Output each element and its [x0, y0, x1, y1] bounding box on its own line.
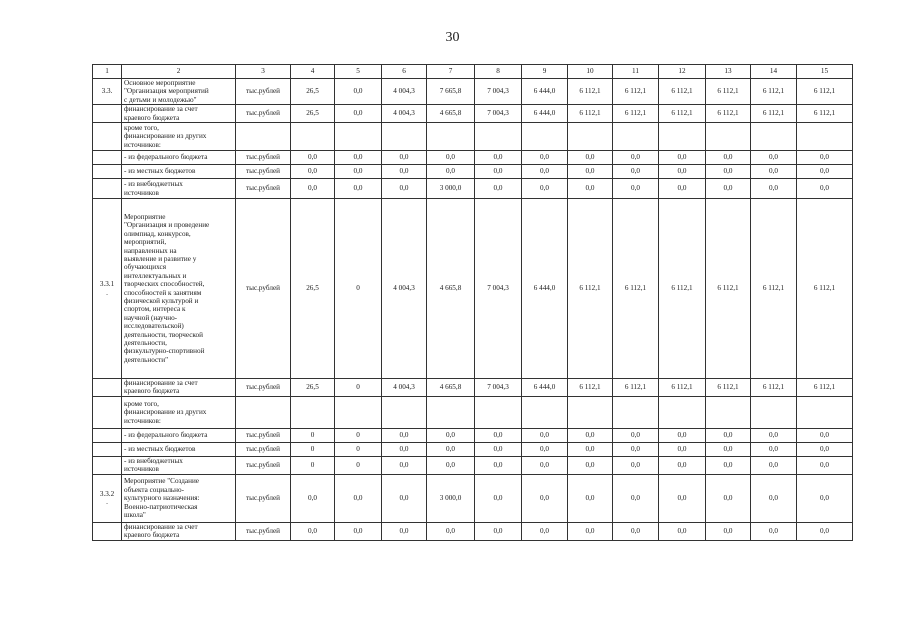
value-cell: 6 112,1 — [751, 105, 797, 123]
value-cell: 6 112,1 — [659, 199, 706, 379]
value-cell: 0,0 — [751, 179, 797, 199]
value-cell: 0,0 — [475, 428, 522, 442]
value-cell: 0,0 — [475, 456, 522, 474]
value-cell: 6 444,0 — [522, 379, 568, 397]
column-header-10: 10 — [568, 65, 613, 79]
table-row — [93, 199, 853, 379]
table-row — [93, 428, 853, 442]
value-cell — [751, 396, 797, 428]
value-cell — [335, 123, 382, 151]
value-cell: 7 004,3 — [475, 379, 522, 397]
value-cell: 0,0 — [427, 456, 475, 474]
column-header-5: 5 — [335, 65, 382, 79]
value-cell: 0,0 — [706, 442, 751, 456]
item-number-cell — [93, 396, 122, 428]
value-cell: 0,0 — [382, 442, 427, 456]
value-cell: 0,0 — [706, 151, 751, 165]
table-row — [93, 474, 853, 522]
value-cell: 0,0 — [659, 179, 706, 199]
value-cell: 0,0 — [797, 428, 853, 442]
item-name-cell: - из местных бюджетов — [122, 165, 236, 179]
item-name-cell: - из федерального бюджета — [122, 428, 236, 442]
value-cell: 0 — [291, 442, 335, 456]
value-cell — [797, 396, 853, 428]
item-name-cell: - из внебюджетных источников — [122, 179, 236, 199]
value-cell: 7 665,8 — [427, 79, 475, 105]
value-cell: 26,5 — [291, 199, 335, 379]
value-cell: 0,0 — [475, 522, 522, 540]
unit-cell: тыс.рублей — [236, 105, 291, 123]
item-number-cell — [93, 522, 122, 540]
value-cell: 4 665,8 — [427, 379, 475, 397]
item-name-cell: Мероприятие "Организация и проведение олимпиад, конкурсов, мероприятий, направленных на выявление и развитие у обучающихся интеллектуальных и творческих способностей, способностей к занятиям физической культурой и спортом, интереса к научной (научно- исследовательской) деятельности, творческой деятельности, физкультурно-спортивной деятельности" — [122, 199, 236, 379]
value-cell: 6 444,0 — [522, 199, 568, 379]
table-row — [93, 179, 853, 199]
value-cell: 0,0 — [427, 442, 475, 456]
unit-cell: тыс.рублей — [236, 428, 291, 442]
value-cell: 0,0 — [568, 428, 613, 442]
value-cell: 0,0 — [522, 474, 568, 522]
value-cell: 6 444,0 — [522, 79, 568, 105]
item-number-cell — [93, 442, 122, 456]
value-cell: 0,0 — [522, 442, 568, 456]
value-cell: 0,0 — [522, 456, 568, 474]
value-cell: 0,0 — [291, 474, 335, 522]
table-row — [93, 123, 853, 151]
value-cell: 3 000,0 — [427, 474, 475, 522]
value-cell — [659, 396, 706, 428]
value-cell: 0,0 — [659, 522, 706, 540]
value-cell — [706, 123, 751, 151]
value-cell: 0,0 — [613, 456, 659, 474]
item-name-cell: финансирование за счет краевого бюджета — [122, 379, 236, 397]
column-header-12: 12 — [659, 65, 706, 79]
column-header-6: 6 — [382, 65, 427, 79]
value-cell: 0 — [291, 456, 335, 474]
value-cell: 0,0 — [382, 151, 427, 165]
column-header-11: 11 — [613, 65, 659, 79]
value-cell: 6 112,1 — [751, 79, 797, 105]
value-cell: 0,0 — [797, 474, 853, 522]
value-cell: 0,0 — [613, 442, 659, 456]
value-cell: 0,0 — [291, 179, 335, 199]
value-cell: 0 — [291, 428, 335, 442]
value-cell: 0,0 — [797, 151, 853, 165]
value-cell: 0,0 — [335, 474, 382, 522]
budget-table — [92, 64, 853, 541]
value-cell: 0,0 — [613, 151, 659, 165]
table-row — [93, 105, 853, 123]
table-row — [93, 442, 853, 456]
value-cell — [475, 123, 522, 151]
value-cell: 0,0 — [427, 165, 475, 179]
value-cell: 0,0 — [382, 165, 427, 179]
value-cell: 6 112,1 — [706, 79, 751, 105]
value-cell: 6 112,1 — [751, 379, 797, 397]
value-cell — [659, 123, 706, 151]
value-cell: 0 — [335, 379, 382, 397]
table-row — [93, 379, 853, 397]
column-header-2: 2 — [122, 65, 236, 79]
unit-cell: тыс.рублей — [236, 199, 291, 379]
value-cell: 0,0 — [751, 428, 797, 442]
value-cell: 6 444,0 — [522, 105, 568, 123]
unit-cell: тыс.рублей — [236, 522, 291, 540]
value-cell — [291, 396, 335, 428]
value-cell — [475, 396, 522, 428]
item-name-cell: - из федерального бюджета — [122, 151, 236, 165]
value-cell: 0,0 — [751, 522, 797, 540]
value-cell: 0,0 — [706, 428, 751, 442]
unit-cell — [236, 396, 291, 428]
unit-cell: тыс.рублей — [236, 379, 291, 397]
value-cell: 0,0 — [335, 151, 382, 165]
value-cell — [335, 396, 382, 428]
value-cell — [427, 123, 475, 151]
column-header-9: 9 — [522, 65, 568, 79]
value-cell: 0,0 — [475, 165, 522, 179]
value-cell: 0,0 — [382, 179, 427, 199]
unit-cell: тыс.рублей — [236, 456, 291, 474]
item-name-cell: кроме того, финансирование из других источников: — [122, 123, 236, 151]
value-cell: 0,0 — [335, 179, 382, 199]
column-header-15: 15 — [797, 65, 853, 79]
value-cell: 6 112,1 — [706, 379, 751, 397]
value-cell: 6 112,1 — [659, 105, 706, 123]
value-cell — [797, 123, 853, 151]
item-number-cell — [93, 151, 122, 165]
item-number-cell: 3.3. — [93, 79, 122, 105]
value-cell: 7 004,3 — [475, 199, 522, 379]
value-cell: 0,0 — [568, 456, 613, 474]
value-cell: 4 665,8 — [427, 105, 475, 123]
value-cell: 26,5 — [291, 79, 335, 105]
value-cell — [291, 123, 335, 151]
value-cell: 0,0 — [475, 474, 522, 522]
value-cell: 0,0 — [291, 522, 335, 540]
item-number-cell — [93, 428, 122, 442]
value-cell: 0,0 — [475, 442, 522, 456]
value-cell: 0,0 — [475, 179, 522, 199]
value-cell: 0 — [335, 442, 382, 456]
value-cell: 6 112,1 — [568, 379, 613, 397]
value-cell: 4 004,3 — [382, 105, 427, 123]
value-cell: 0,0 — [751, 165, 797, 179]
value-cell: 0,0 — [291, 165, 335, 179]
value-cell: 0,0 — [335, 79, 382, 105]
value-cell — [568, 396, 613, 428]
item-number-cell — [93, 179, 122, 199]
value-cell: 6 112,1 — [797, 79, 853, 105]
value-cell: 6 112,1 — [797, 199, 853, 379]
unit-cell: тыс.рублей — [236, 79, 291, 105]
column-header-4: 4 — [291, 65, 335, 79]
value-cell — [522, 123, 568, 151]
value-cell: 6 112,1 — [797, 379, 853, 397]
unit-cell: тыс.рублей — [236, 151, 291, 165]
value-cell: 0,0 — [335, 522, 382, 540]
value-cell: 0,0 — [613, 179, 659, 199]
value-cell — [751, 123, 797, 151]
table-row — [93, 151, 853, 165]
table-row — [93, 522, 853, 540]
value-cell — [568, 123, 613, 151]
value-cell: 4 665,8 — [427, 199, 475, 379]
column-header-14: 14 — [751, 65, 797, 79]
value-cell — [613, 396, 659, 428]
value-cell: 0,0 — [291, 151, 335, 165]
value-cell: 6 112,1 — [613, 79, 659, 105]
unit-cell: тыс.рублей — [236, 474, 291, 522]
value-cell: 4 004,3 — [382, 79, 427, 105]
value-cell: 0,0 — [335, 165, 382, 179]
value-cell: 0,0 — [797, 165, 853, 179]
value-cell: 6 112,1 — [568, 105, 613, 123]
item-name-cell: - из местных бюджетов — [122, 442, 236, 456]
value-cell: 0,0 — [522, 522, 568, 540]
value-cell — [706, 396, 751, 428]
value-cell: 0,0 — [382, 474, 427, 522]
item-name-cell: - из внебюджетных источников — [122, 456, 236, 474]
value-cell: 0,0 — [382, 456, 427, 474]
value-cell: 6 112,1 — [568, 199, 613, 379]
table-row — [93, 396, 853, 428]
value-cell: 6 112,1 — [706, 105, 751, 123]
unit-cell: тыс.рублей — [236, 442, 291, 456]
value-cell: 0,0 — [797, 179, 853, 199]
item-name-cell: Мероприятие "Создание объекта социально- культурного назначения: Военно-патриотическая школа" — [122, 474, 236, 522]
value-cell: 0 — [335, 199, 382, 379]
value-cell: 6 112,1 — [797, 105, 853, 123]
value-cell: 0,0 — [797, 442, 853, 456]
value-cell: 0,0 — [797, 456, 853, 474]
value-cell: 6 112,1 — [659, 379, 706, 397]
value-cell: 0,0 — [522, 179, 568, 199]
value-cell — [522, 396, 568, 428]
column-header-1: 1 — [93, 65, 122, 79]
value-cell: 0,0 — [522, 428, 568, 442]
value-cell: 7 004,3 — [475, 105, 522, 123]
table-row — [93, 79, 853, 105]
column-header-3: 3 — [236, 65, 291, 79]
unit-cell: тыс.рублей — [236, 165, 291, 179]
value-cell — [427, 396, 475, 428]
value-cell: 0,0 — [475, 151, 522, 165]
value-cell: 6 112,1 — [613, 105, 659, 123]
value-cell: 0,0 — [568, 474, 613, 522]
value-cell: 0,0 — [382, 428, 427, 442]
value-cell: 0,0 — [568, 179, 613, 199]
value-cell: 26,5 — [291, 379, 335, 397]
table-row — [93, 456, 853, 474]
value-cell: 0,0 — [751, 474, 797, 522]
column-header-7: 7 — [427, 65, 475, 79]
page-number: 30 — [445, 30, 460, 45]
value-cell: 0,0 — [659, 428, 706, 442]
value-cell: 0,0 — [427, 151, 475, 165]
unit-cell: тыс.рублей — [236, 179, 291, 199]
value-cell: 4 004,3 — [382, 199, 427, 379]
value-cell: 4 004,3 — [382, 379, 427, 397]
table-row — [93, 165, 853, 179]
value-cell: 7 004,3 — [475, 79, 522, 105]
value-cell — [382, 396, 427, 428]
value-cell: 0,0 — [706, 179, 751, 199]
value-cell: 6 112,1 — [568, 79, 613, 105]
value-cell: 6 112,1 — [751, 199, 797, 379]
value-cell: 6 112,1 — [706, 199, 751, 379]
value-cell: 6 112,1 — [659, 79, 706, 105]
value-cell: 0,0 — [427, 428, 475, 442]
column-header-13: 13 — [706, 65, 751, 79]
value-cell: 0,0 — [797, 522, 853, 540]
value-cell: 0,0 — [751, 151, 797, 165]
value-cell: 0,0 — [568, 151, 613, 165]
value-cell: 0,0 — [613, 428, 659, 442]
value-cell: 0,0 — [568, 165, 613, 179]
item-number-cell: 3.3.2 . — [93, 474, 122, 522]
item-name-cell: Основное мероприятие "Организация мероприятий с детьми и молодежью" — [122, 79, 236, 105]
value-cell: 0,0 — [335, 105, 382, 123]
item-name-cell: финансирование за счет краевого бюджета — [122, 105, 236, 123]
item-number-cell — [93, 379, 122, 397]
value-cell: 0,0 — [706, 474, 751, 522]
value-cell: 0,0 — [659, 442, 706, 456]
item-name-cell: финансирование за счет краевого бюджета — [122, 522, 236, 540]
value-cell: 0,0 — [751, 442, 797, 456]
value-cell: 6 112,1 — [613, 199, 659, 379]
column-header-8: 8 — [475, 65, 522, 79]
value-cell: 0,0 — [659, 151, 706, 165]
unit-cell — [236, 123, 291, 151]
value-cell: 0,0 — [382, 522, 427, 540]
item-number-cell — [93, 105, 122, 123]
item-number-cell — [93, 123, 122, 151]
value-cell: 0,0 — [522, 151, 568, 165]
header-row — [93, 65, 853, 79]
value-cell: 0 — [335, 428, 382, 442]
value-cell: 0,0 — [751, 456, 797, 474]
value-cell: 0,0 — [659, 456, 706, 474]
value-cell: 0,0 — [659, 474, 706, 522]
value-cell: 3 000,0 — [427, 179, 475, 199]
item-name-cell: кроме того, финансирование из других источников: — [122, 396, 236, 428]
value-cell: 0,0 — [568, 442, 613, 456]
value-cell — [613, 123, 659, 151]
value-cell: 0,0 — [613, 522, 659, 540]
value-cell: 0 — [335, 456, 382, 474]
item-number-cell — [93, 456, 122, 474]
value-cell: 26,5 — [291, 105, 335, 123]
value-cell: 0,0 — [706, 456, 751, 474]
value-cell: 0,0 — [613, 165, 659, 179]
value-cell: 0,0 — [706, 522, 751, 540]
value-cell: 0,0 — [613, 474, 659, 522]
value-cell — [382, 123, 427, 151]
value-cell: 0,0 — [568, 522, 613, 540]
value-cell: 0,0 — [522, 165, 568, 179]
value-cell: 0,0 — [427, 522, 475, 540]
item-number-cell: 3.3.1 . — [93, 199, 122, 379]
item-number-cell — [93, 165, 122, 179]
value-cell: 0,0 — [706, 165, 751, 179]
value-cell: 0,0 — [659, 165, 706, 179]
value-cell: 6 112,1 — [613, 379, 659, 397]
